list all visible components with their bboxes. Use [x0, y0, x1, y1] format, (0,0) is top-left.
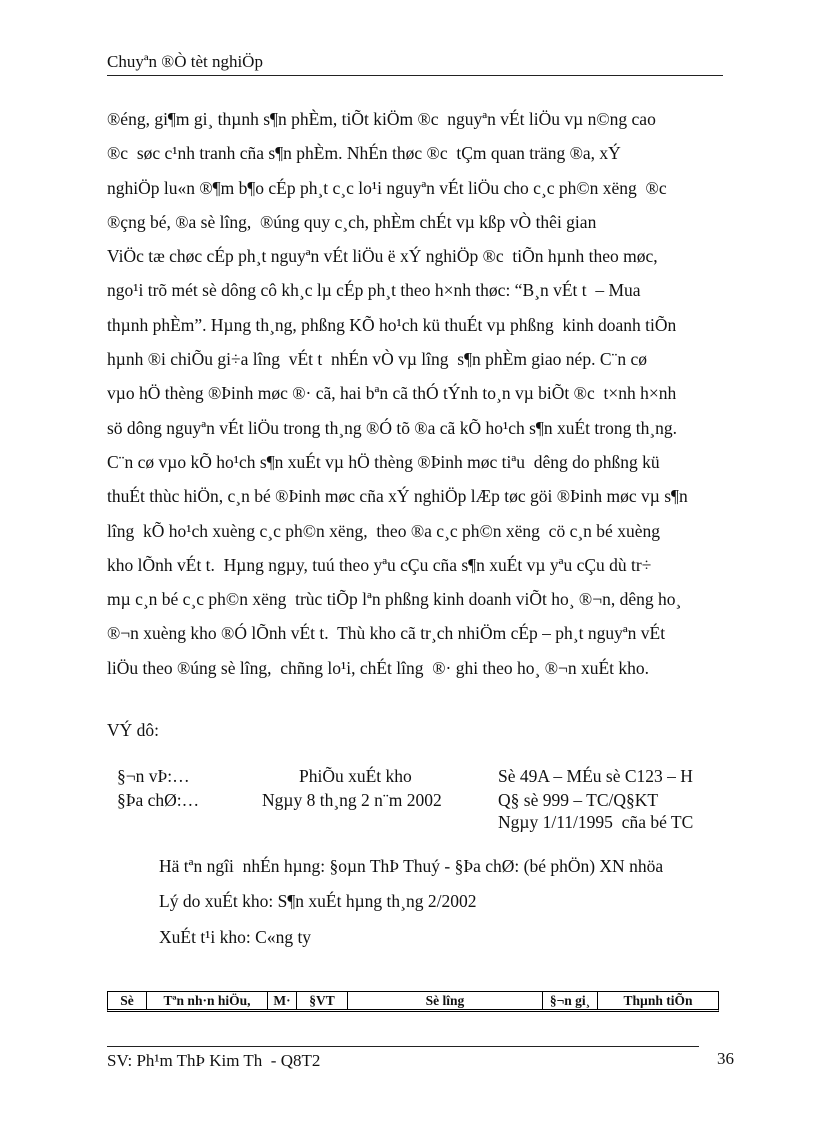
example-label: VÝ dô:	[107, 720, 160, 740]
body-line: ViÖc tæ chøc cÉp ph¸t nguyªn vÉt liÖu ë xÝ nghiÖp ®c tiÕn hµnh theo møc,	[107, 246, 658, 267]
page-number: 36	[717, 1049, 734, 1068]
body-line: mµ c¸n bé c¸c ph©n xëng trùc tiÕp lªn phßng kinh doanh viÕt ho¸ ®¬n, dêng ho¸	[107, 589, 682, 610]
header-title: Chuyªn ®Ò tèt nghiÖp	[107, 52, 263, 71]
body-line: ®¬n xuèng kho ®Ó lÕnh vÉt t. Thù kho cã tr¸ch nhiÖm cÉp – ph¸t nguyªn vÉt	[107, 623, 666, 644]
decision-number: Q§ sè 999 – TC/Q§KT	[498, 790, 659, 810]
table-header-cell: Thµnh tiÕn	[623, 992, 693, 1008]
table-header-cell: §¬n gi¸	[543, 992, 598, 1009]
body-line: thuÉt thùc hiÖn, c¸n bé ®Þinh møc cña xÝ nghiÖp lÆp tøc göi ®Þinh møc vµ s¶n	[107, 486, 688, 507]
form-number: Sè 49A – MÉu sè C123 – H	[498, 766, 693, 786]
table-header-cell: §VT	[297, 992, 348, 1009]
body-line: C¨n cø vµo kÕ ho¹ch s¶n xuÉt vµ hÖ thèng ®Þinh møc tiªu dêng do phßng kü	[107, 451, 660, 472]
body-line: ®éng, gi¶m gi¸ thµnh s¶n phÈm, tiÕt kiÖm ®c nguyªn vÉt liÖu vµ n©ng cao	[107, 109, 656, 129]
body-line: liÖu theo ®úng sè lîng, chñng lo¹i, chÉt lîng ®· ghi theo ho¸ ®¬n xuÉt kho.	[107, 657, 650, 678]
body-line: vµo hÖ thèng ®Þinh møc ®· cã, hai bªn cã thÓ tÝnh to¸n vµ biÕt ®c t×nh h×nh	[107, 383, 677, 404]
warehouse-line: XuÉt t¹i kho: C«ng ty	[159, 927, 312, 947]
form-title: PhiÕu xuÉt kho	[299, 766, 412, 786]
body-line: lîng kÕ ho¹ch xuèng c¸c ph©n xëng, theo ®a c¸c ph©n xëng cö c¸n bé xuèng	[107, 520, 660, 541]
body-line: thµnh phÈm”. Hµng th¸ng, phßng KÕ ho¹ch kü thuÉt vµ phßng kinh doanh tiÕn	[107, 314, 677, 335]
issue-table-header	[107, 991, 719, 1012]
body-line: kho lÕnh vÉt t. Hµng ngµy, tuú theo yªu cÇu cña s¶n xuÉt vµ yªu cÇu dù tr÷	[107, 554, 652, 575]
body-line: nghiÖp lu«n ®¶m b¶o cÉp ph¸t c¸c lo¹i nguyªn vÉt liÖu cho c¸c ph©n xëng ®c	[107, 177, 667, 198]
body-line: ®çng bé, ®a sè lîng, ®úng quy c¸ch, phÈm chÉt vµ kßp vÒ thêi gian	[107, 211, 597, 232]
body-line: hµnh ®i chiÕu gi÷a lîng vÉt t nhÉn vÒ vµ lîng s¶n phÈm giao nép. C¨n cø	[107, 349, 647, 370]
reason-line: Lý do xuÉt kho: S¶n xuÉt hµng th¸ng 2/2002	[159, 891, 477, 911]
unit-field: §¬n vÞ:…	[117, 766, 190, 786]
form-date: Ngµy 8 th¸ng 2 n¨m 2002	[262, 790, 442, 810]
address-field: §Þa chØ:…	[117, 790, 200, 810]
table-header-cell: Sè lîng	[348, 992, 543, 1009]
receiver-line: Hä tªn ngîi nhÉn hµng: §oµn ThÞ Thuý - §Þa chØ: (bé phÖn) XN nhöa	[159, 856, 664, 876]
body-line: ®c søc c¹nh tranh cña s¶n phÈm. NhÉn thøc ®c tÇm quan träng ®a, xÝ	[107, 143, 621, 164]
body-line: sö dông nguyªn vÉt liÖu trong th¸ng ®Ó tõ ®a cã kÕ ho¹ch s¶n xuÉt trong th¸ng.	[107, 417, 678, 438]
table-header-cell: M·	[268, 992, 297, 1009]
body-paragraphs	[107, 102, 723, 685]
table-header-cell: Sè	[108, 992, 147, 1009]
footer-student: SV: Ph¹m ThÞ Kim Th - Q8T2	[107, 1051, 321, 1070]
decision-date: Ngµy 1/11/1995 cña bé TC	[498, 812, 694, 832]
table-header-cell: Tªn nh·n hiÖu,	[147, 992, 268, 1009]
body-line: ngo¹i trõ mét sè dông cô kh¸c lµ cÉp ph¸t theo h×nh thøc: “B¸n vÉt t – Mua	[107, 280, 641, 301]
footer-divider	[107, 1046, 699, 1047]
page-header	[107, 52, 723, 76]
